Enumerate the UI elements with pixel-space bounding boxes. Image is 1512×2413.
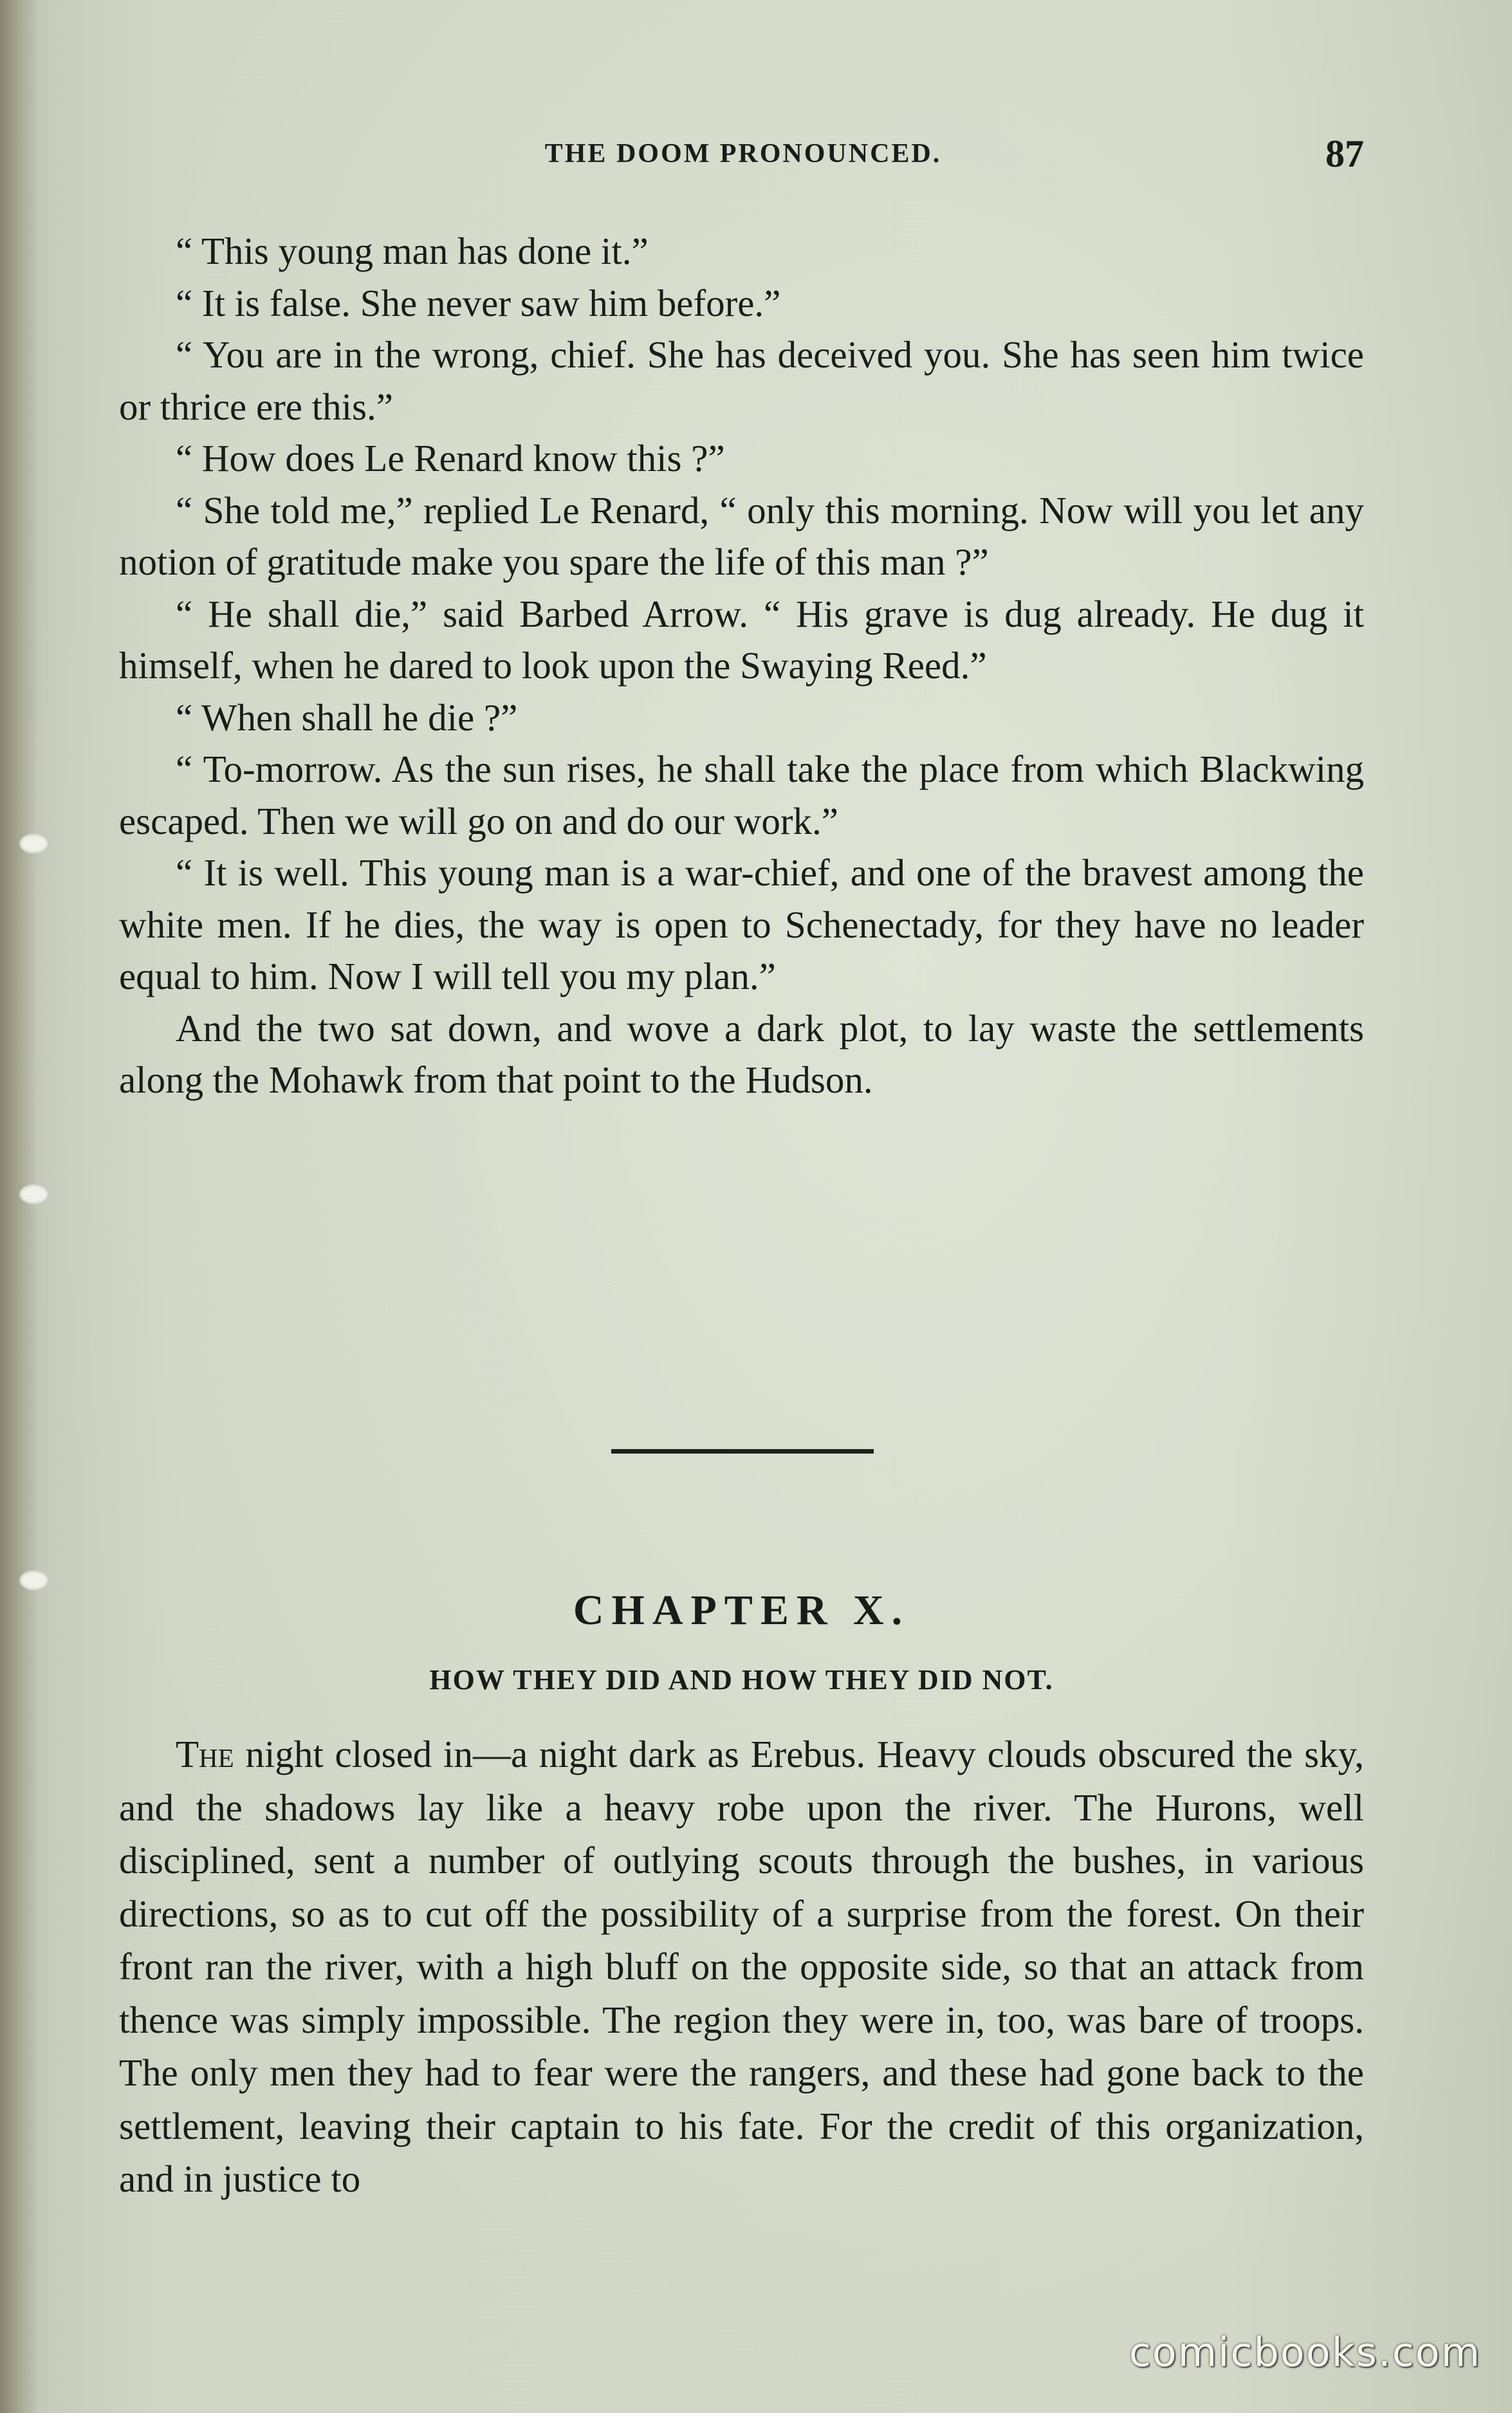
paragraph: “ To-morrow. As the sun rises, he shall take the place from which Blackwing escaped. Then we will go on and do our work.” (119, 748, 1364, 842)
paragraph: “ He shall die,” said Barbed Arrow. “ His grave is dug already. He dug it himself, when he dared to look upon the Swaying Reed.” (119, 592, 1364, 687)
paragraph: “ When shall he die ?” (176, 696, 518, 739)
paragraph: “ You are in the wrong, chief. She has deceived you. She has seen him twice or thrice ere this.” (119, 333, 1364, 428)
paragraph: “ How does Le Renard know this ?” (176, 437, 725, 479)
binding-hole (19, 833, 49, 854)
running-head (122, 132, 1364, 177)
section-divider (611, 1449, 874, 1454)
chapter-subtitle: HOW THEY DID AND HOW THEY DID NOT. (429, 1664, 1054, 1696)
paragraph: “ She told me,” replied Le Renard, “ only this morning. Now will you let any notion of gratitude make you spare the life of this man ?” (119, 488, 1364, 583)
site-watermark: comicbooks.com (1129, 2329, 1481, 2376)
paragraph: “ It is well. This young man is a war-chief, and one of the bravest among the white men. If he dies, the way is open to Schenectady, for they have no leader equal to him. Now I will tell you my plan.” (119, 851, 1364, 997)
binding-hole (19, 1570, 49, 1591)
chapter-opening-paragraph (119, 1728, 1364, 2206)
paragraph-text: night closed in—a night dark as Erebus. Heavy clouds obscured the sky, and the shadows lay like a heavy robe upon the river. The Hurons, well disciplined, sent a number of outlying scouts through the bushes, in various directions, so as to cut off the possibility of a surprise from the forest. On their front ran the river, with a high bluff on the opposite side, so that an attack from thence was simply impossible. The region they were in, too, was bare of troops. The only men they had to fear were the rangers, and these had gone back to the settlement, leaving their captain to his fate. For the credit of this organization, and in justice to (119, 1733, 1364, 2200)
chapter-text-block (119, 1728, 1364, 2206)
binding-hole (19, 1184, 49, 1205)
binding-edge (0, 0, 37, 2413)
paragraph: And the two sat down, and wove a dark plot, to lay waste the settlements along the Mohawk from that point to the Hudson. (119, 1006, 1364, 1101)
chapter-heading: CHAPTER X. (573, 1587, 910, 1634)
running-title: THE DOOM PRONOUNCED. (544, 139, 942, 169)
dialogue-text-block (119, 225, 1364, 1106)
paragraph: “ It is false. She never saw him before.” (176, 281, 781, 324)
drop-word: The (176, 1733, 234, 1775)
page-number: 87 (1325, 133, 1364, 175)
paragraph: “ This young man has done it.” (176, 230, 649, 272)
